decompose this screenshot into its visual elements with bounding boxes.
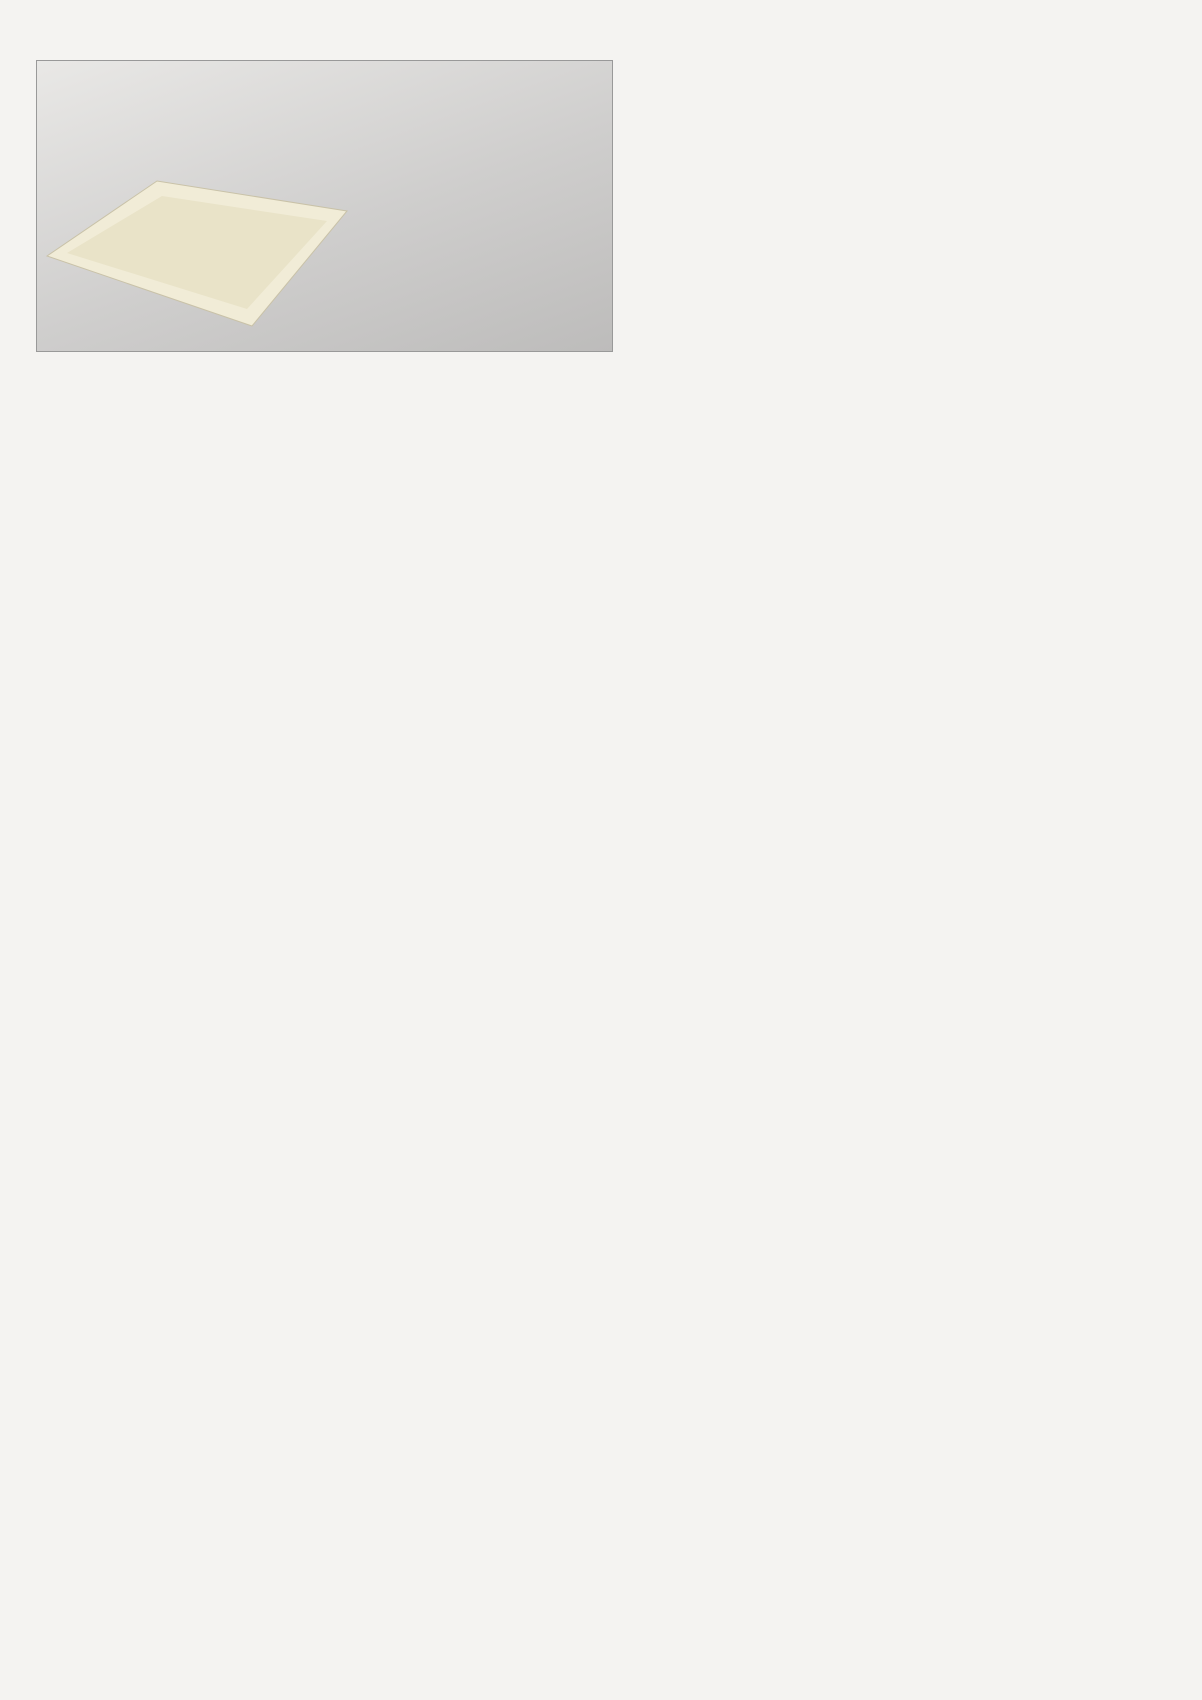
base-plates-photo — [36, 60, 613, 352]
base-plates-illustration — [37, 61, 612, 351]
